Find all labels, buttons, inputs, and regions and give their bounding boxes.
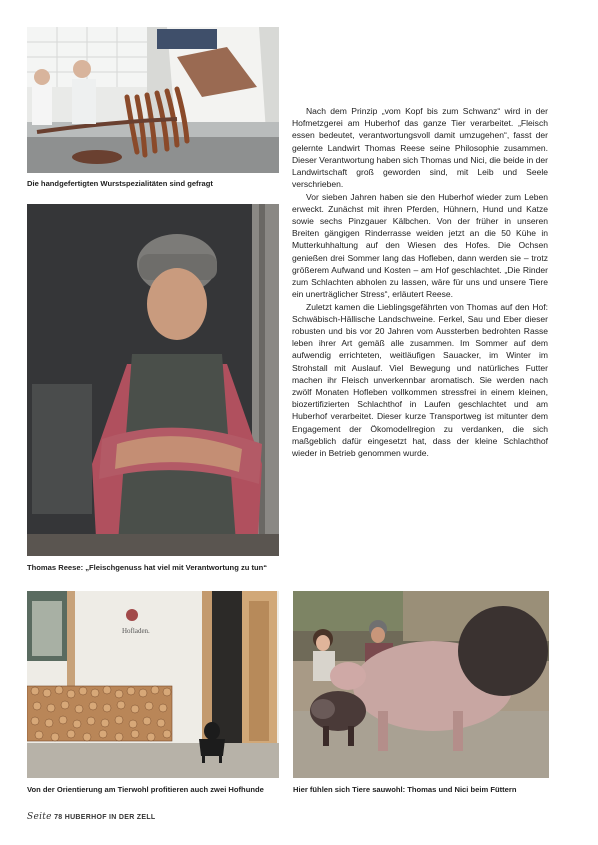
shop-photo (27, 591, 279, 778)
shop-sign: Hofladen. (122, 627, 150, 635)
shop-caption: Von der Orientierung am Tierwohl profitieren auch zwei Hofhunde (27, 785, 264, 794)
portrait-caption: Thomas Reese: „Fleischgenuss hat viel mit Verantwortung zu tun“ (27, 563, 268, 572)
pigs-caption: Hier fühlen sich Tiere sauwohl: Thomas und Nici beim Füttern (293, 785, 517, 794)
sausage-photo (27, 27, 279, 173)
pigs-photo (293, 591, 549, 778)
article-paragraph: Zuletzt kamen die Lieblingsgefährten von Thomas auf den Hof: Schwäbisch-Hällische Landschweine. Ferkel, Sau und Eber dieser robusten und bis vor 20 Jahren vom Aussterben bedrohten Rasse leben ihrer Art gemäß alle zusammen. Im Sommer auf dem aufwendig errichteten, weitläufigen Sauacker, im Winter im Strohstall mit Auslauf. Viel Bewegung und natürliches Futter machen ihr Fleisch unverkennbar aromatisch. Sie werden nach zwölf Monaten Hofleben vollkommen stressfrei in einem kleinen, biozertifizierten Schlachthof in Laufen geschlachtet und am Huberhof verarbeitet. Dieser kurze Transportweg ist mitunter dem Engagement der Ökomodellregion zu verdanken, die sich maßgeblich dafür eingesetzt hat, dass der kleine Schlachthof wieder in Betrieb genommen wurde. (292, 301, 548, 459)
article-body (292, 105, 548, 459)
page-footer (27, 812, 156, 822)
shop-photo-illustration (27, 591, 279, 778)
pigs-photo-illustration (293, 591, 549, 778)
footer-word: Seite (27, 812, 52, 822)
article-paragraph: Vor sieben Jahren haben sie den Huberhof wieder zum Leben erweckt. Zunächst mit ihren Pferden, Hühnern, Hund und Katze sowie sechs Pinzgauer Kälbchen. Von der früher in unseren Breiten gängigen Rinderrasse weiden jetzt an die 50 Kühe in Mutterkuhhaltung auf den Wiesen des Hofes. Die Ochsen genießen drei Sommer lang das Hofleben, dann werden sie – trotz größerem Aufwand und Kosten – am Hof geschlachtet. „Die Rinder zum Schlachten abholen zu lassen, wäre für uns und unsere Tiere ein unerträglicher Stress“, erläutert Reese. (292, 191, 548, 300)
sausage-photo-illustration (27, 27, 279, 173)
sausage-caption: Die handgefertigten Wurstspezialitäten sind gefragt (27, 179, 213, 188)
article-paragraph: Nach dem Prinzip „vom Kopf bis zum Schwanz“ wird in der Hofmetzgerei am Huberhof das ganze Tier verarbeitet. „Fleisch essen bedeutet, verantwortungsvoll damit umzugehen“, fasst der gelernte Landwirt Thomas Reese seine Philosophie zusammen. Dieser Verantwortung haben sich Thomas und Nici, die beide in der Landwirtschaft groß geworden sind, mit Leib und Seele verschrieben. (292, 106, 548, 190)
footer-title: HUBERHOF IN DER ZELL (64, 814, 156, 821)
portrait-photo-illustration (27, 204, 279, 556)
portrait-photo (27, 204, 279, 556)
page-number: 78 (54, 814, 63, 821)
